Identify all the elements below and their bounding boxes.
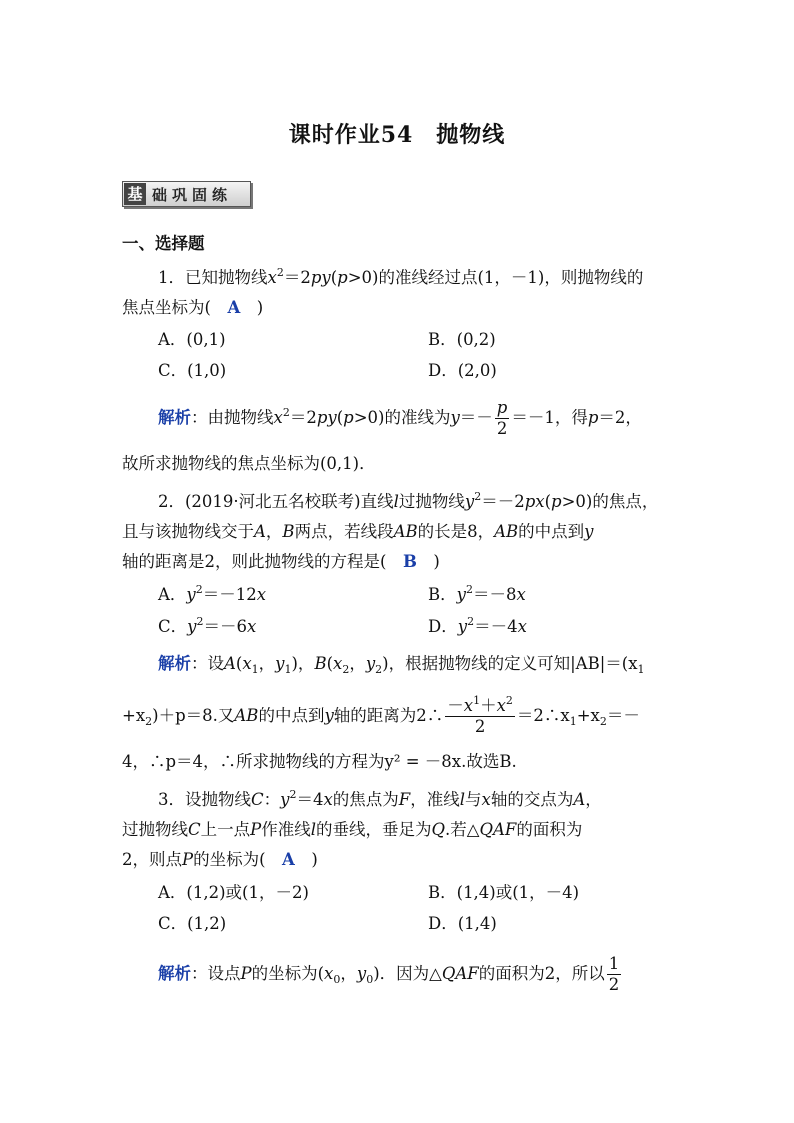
q2-option-b: B．$y^2=-8x$ [428,583,526,604]
q2-solution-line2: $+x_2)+p=8$.又AB的中点到y轴的距离为2∴ $\frac{-x^1+x^2}{2}$ $=2\therefore x_1+x_2=-$ [122,694,640,736]
q3-option-c: C．(1,2) [158,914,227,933]
section-heading: 一、选择题 [122,234,205,253]
q2-option-a: A．$y^2=-12x$ [158,583,267,604]
page-title: 课时作业54 抛物线 [288,122,506,148]
q2-option-c: C．$y^2=-6x$ [158,615,257,636]
q2-line2: 且与该抛物线交于A，B两点，若线段AB的长是8，AB的中点到y [122,522,594,541]
q1-jiexi-label: 解析 [158,408,191,427]
q2-solution-line1: 解析：设$A(x_1$，$y_1$)，$B(x_2$，$y_2$)，根据抛物线的定义可知$|AB|=(x_1$ [158,654,645,676]
q3-line3: 2，则点P的坐标为( A ) [122,850,318,869]
q3-jiexi-label: 解析 [158,964,191,983]
q1-option-b: B．(0,2) [428,330,496,349]
q2-jiexi-label: 解析 [158,654,191,673]
q1-line1: 1．已知抛物线$x^2=2py(p>0)$的准线经过点(1，－1)，则抛物线的 [158,266,644,287]
q3-line1: 3．设抛物线C：$y^2=4x$的焦点为F，准线l与x轴的交点为A， [158,788,602,809]
q2-line3: 轴的距离是2，则此抛物线的方程是( B ) [122,552,440,571]
q2-option-d: D．$y^2=-4x$ [428,615,527,636]
q3-option-a: A．(1,2)或(1，－2) [158,883,309,902]
q3-option-b: B．(1,4)或(1，－4) [428,883,580,902]
q1-solution-line1: 解析：由抛物线$x^2=2py(p>0)$的准线为y＝－ $\frac{p}{2}$ ＝－1，得p＝2， [158,398,642,438]
q1-answer: A [227,298,241,317]
q3-answer: A [282,850,295,869]
q3-option-d: D．(1,4) [428,914,497,933]
q3-solution-line1: 解析：设点P的坐标为($x_0$，$y_0$)．因为△QAF的面积为2，所以 $\frac{1}{2}$ [158,954,620,994]
q1-option-d: D．(2,0) [428,361,497,380]
q2-answer: B [402,552,417,571]
section-badge [122,181,251,207]
badge-first-char: 基 [124,183,146,205]
q1-solution-line2: 故所求抛物线的焦点坐标为(0,1)． [122,454,376,473]
q1-option-a: A．(0,1) [158,330,226,349]
q2-line1: 2．(2019·河北五名校联考)直线l过抛物线$y^2=-2px(p>0)$的焦点， [158,490,659,511]
q1-line2: 焦点坐标为( A ) [122,298,264,317]
q3-line2: 过抛物线C上一点P作准线l的垂线，垂足为Q.若△QAF的面积为 [122,820,583,839]
badge-text: 础巩固练 [152,185,233,204]
q1-option-c: C．(1,0) [158,361,227,380]
q2-solution-line3: 4，∴p＝4，∴所求抛物线的方程为y² = －8x.故选B. [122,752,517,771]
